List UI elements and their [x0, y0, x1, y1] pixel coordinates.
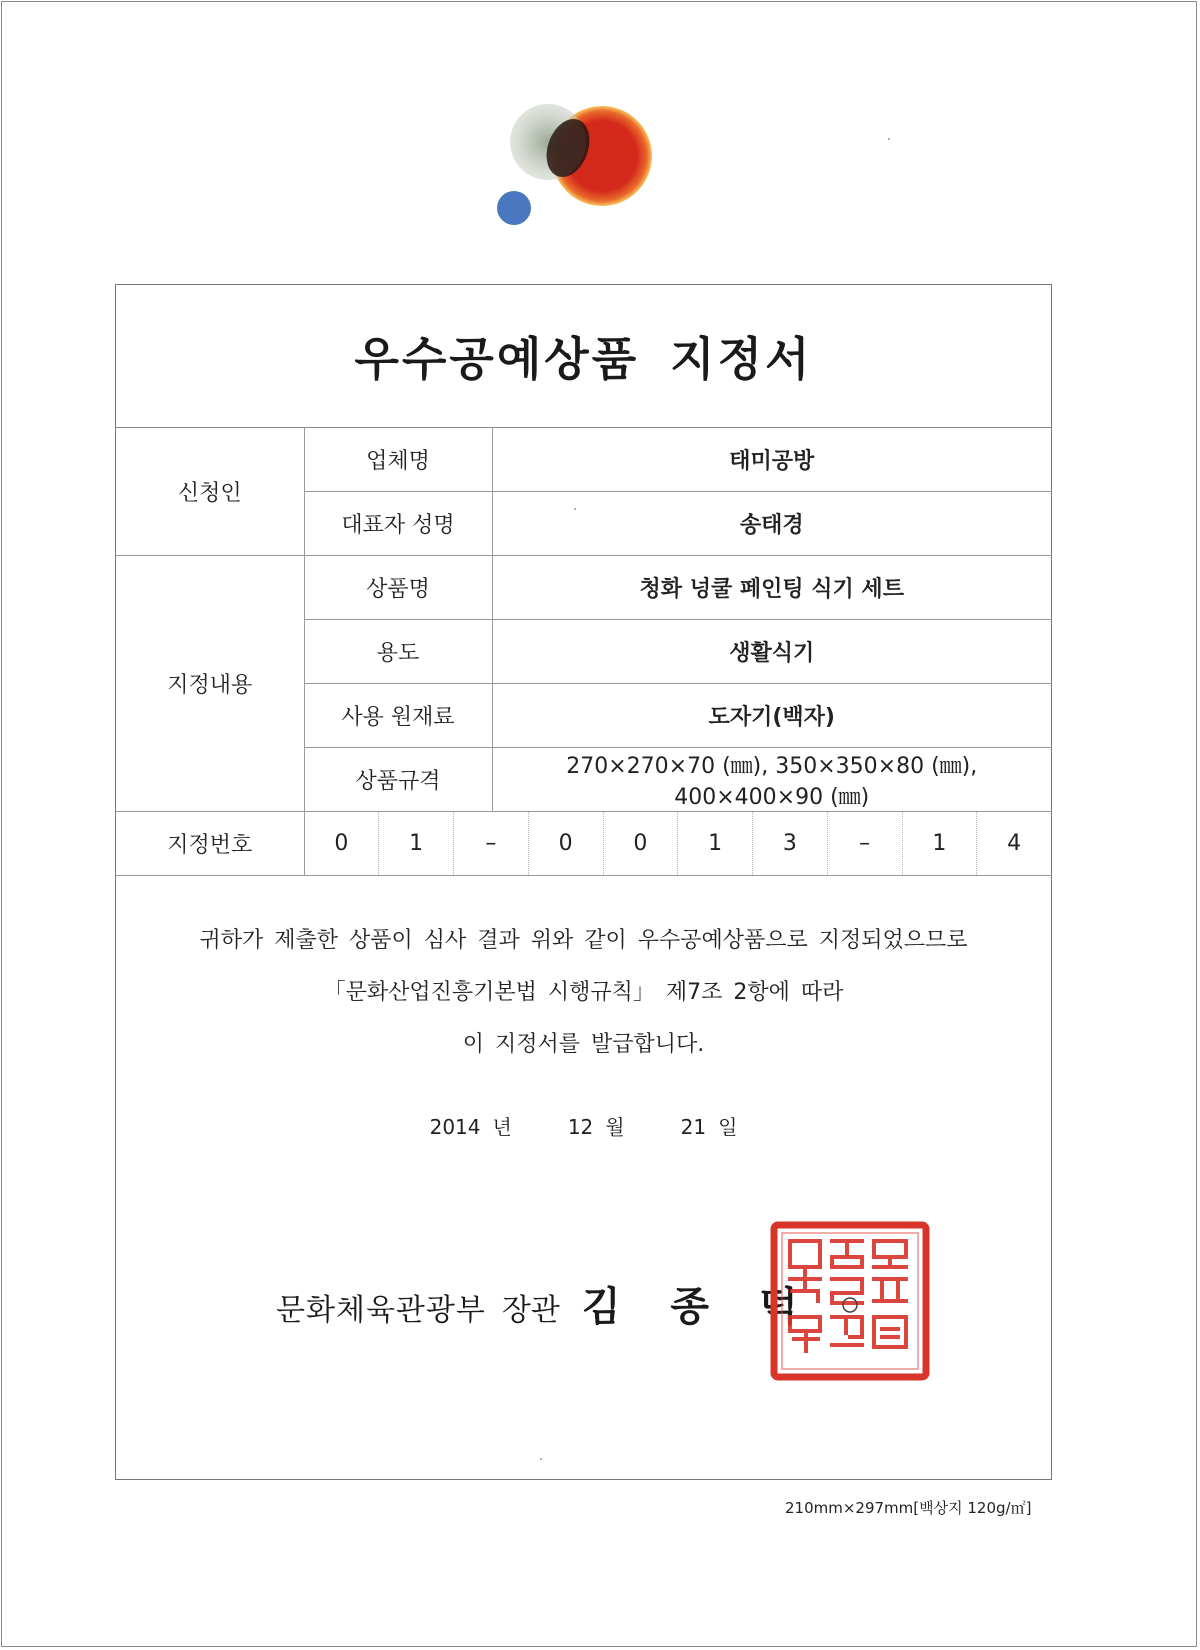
issuer-org: 문화체육관광부	[276, 1293, 486, 1328]
number-digit: 4	[976, 812, 1051, 875]
issuer-rank: 장관	[501, 1293, 560, 1328]
number-digit: 1	[677, 812, 752, 875]
speck	[540, 1458, 542, 1460]
date-month: 12	[567, 1115, 594, 1139]
paper-spec: 210mm×297mm[백상지 120g/㎡]	[785, 1499, 1032, 1517]
issue-date	[116, 1111, 1051, 1140]
number-digit: –	[827, 812, 902, 875]
material-value: 도자기(백자)	[492, 684, 1051, 748]
table-row	[116, 428, 1051, 492]
company-value: 태미공방	[492, 428, 1051, 492]
number-digit: –	[453, 812, 528, 875]
date-year-unit: 년	[492, 1115, 512, 1139]
body-line-1: 귀하가 제출한 상품이 심사 결과 위와 같이 우수공예상품으로 지정되었으므로	[199, 928, 968, 953]
speck	[888, 138, 890, 140]
date-year: 2014	[429, 1115, 481, 1139]
number-label: 지정번호	[116, 812, 304, 876]
use-label: 용도	[304, 620, 492, 684]
spec-label: 상품규격	[304, 748, 492, 812]
designation-section-label: 지정내용	[116, 556, 304, 812]
body-line-2: 「문화산업진흥기본법 시행규칙」 제7조 2항에 따라	[323, 980, 844, 1005]
number-digit: 1	[902, 812, 977, 875]
table-row	[116, 812, 1051, 876]
rep-value: 송태경	[492, 492, 1051, 556]
number-digit: 0	[334, 831, 349, 856]
number-digit: 1	[378, 812, 453, 875]
number-digit: 0	[528, 812, 603, 875]
issuer-name: 김 종 덕	[581, 1284, 816, 1330]
product-label: 상품명	[304, 556, 492, 620]
product-value: 청화 넝쿨 페인팅 식기 세트	[492, 556, 1051, 620]
logo-blue-circle	[497, 191, 531, 225]
date-day: 21	[680, 1115, 707, 1139]
applicant-section-label: 신청인	[116, 428, 304, 556]
number-digit: 3	[752, 812, 827, 875]
date-day-unit: 일	[718, 1115, 738, 1139]
certificate-title: 우수공예상품 지정서	[354, 332, 813, 386]
company-label: 업체명	[304, 428, 492, 492]
date-month-unit: 월	[605, 1115, 625, 1139]
info-table	[116, 427, 1051, 876]
speck	[574, 508, 576, 510]
use-value: 생활식기	[492, 620, 1051, 684]
material-label: 사용 원재료	[304, 684, 492, 748]
certificate-body	[116, 915, 1051, 1071]
number-digit: 0	[603, 812, 678, 875]
certificate-frame	[115, 284, 1052, 1480]
official-seal-icon	[770, 1221, 930, 1381]
rep-label: 대표자 성명	[304, 492, 492, 556]
designation-number	[304, 812, 1051, 876]
ministry-logo-icon	[490, 96, 690, 236]
table-row	[116, 556, 1051, 620]
issuer-line	[276, 1275, 816, 1332]
body-line-3: 이 지정서를 발급합니다.	[462, 1032, 705, 1057]
spec-value: 270×270×70 (㎜), 350×350×80 (㎜), 400×400×90 (㎜)	[492, 748, 1051, 812]
